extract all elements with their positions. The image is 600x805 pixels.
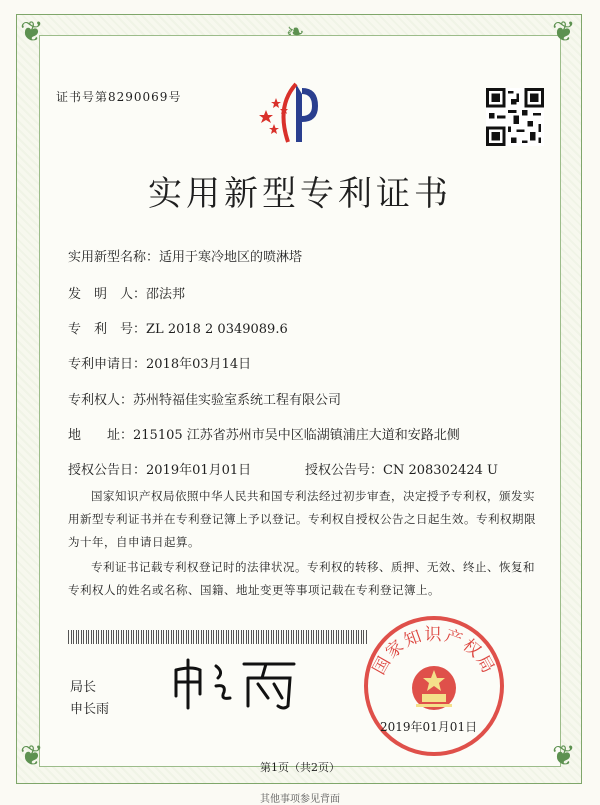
- field-label: 实用新型名称：: [68, 250, 160, 265]
- field-value: 苏州特福佳实验室系统工程有限公司: [133, 393, 342, 408]
- field-address: [68, 424, 460, 443]
- field-value: 2018年03月14日: [146, 357, 252, 372]
- official-seal-stamp: [360, 612, 508, 760]
- field-label: 发 明 人：: [68, 287, 147, 302]
- field-value: CN 208302424 U: [383, 463, 498, 478]
- barcode-strip: [68, 630, 368, 644]
- field-label: 专利权人：: [68, 393, 134, 408]
- corner-ornament-top-right: ❦: [552, 15, 576, 48]
- page-number: 第1页（共2页）: [260, 761, 340, 774]
- signature-title-line2: 申长雨: [70, 702, 110, 717]
- field-grant-number: [305, 459, 498, 478]
- certificate-number: 证书号第8290069号: [56, 90, 182, 104]
- field-patentee: [68, 389, 341, 408]
- field-label: 专利申请日：: [68, 357, 147, 372]
- paragraph-legal-status: 专利证书记载专利权登记时的法律状况。专利权的转移、质押、无效、终止、恢复和专利权人的姓名或名称、国籍、地址变更等事项记载在专利登记簿上。: [68, 560, 535, 597]
- footer-note: 其他事项参见背面: [260, 794, 340, 805]
- top-center-ornament: ❧: [286, 20, 305, 45]
- signature-title-line1: 局长: [70, 680, 97, 695]
- field-value: 2019年01月01日: [146, 463, 252, 478]
- field-patent-number: [68, 318, 288, 337]
- corner-ornament-bottom-left: ❦: [20, 739, 44, 772]
- handwritten-signature: [170, 656, 300, 712]
- field-label: 专 利 号：: [68, 322, 147, 337]
- corner-ornament-bottom-right: ❦: [552, 739, 576, 772]
- field-utility-model-name: [68, 246, 302, 265]
- field-label: 授权公告日：: [68, 463, 147, 478]
- field-label: 地 址：: [68, 428, 134, 443]
- cnipa-logo-icon: [252, 76, 332, 148]
- seal-date: 2019年01月01日: [380, 720, 478, 734]
- svg-text:国家知识产权局: 国家知识产权局: [369, 625, 499, 679]
- paragraph-grant-statement: 国家知识产权局依照中华人民共和国专利法经过初步审查，决定授予专利权，颁发实用新型专利证书并在专利登记簿上予以登记。专利权自授权公告之日起生效。专利权期限为十年，自申请日起算。: [68, 489, 536, 549]
- field-label: 授权公告号：: [305, 463, 384, 478]
- certificate-title: 实用新型专利证书: [148, 174, 452, 214]
- corner-ornament-top-left: ❦: [20, 15, 44, 48]
- qr-code-icon: [486, 88, 544, 146]
- field-value: 215105 江苏省苏州市吴中区临湖镇浦庄大道和安路北侧: [133, 428, 460, 443]
- field-value: 邵法邦: [146, 287, 186, 302]
- field-filing-date: [68, 353, 251, 372]
- field-value: ZL 2018 2 0349089.6: [146, 322, 288, 337]
- field-inventor: [68, 283, 185, 302]
- field-value: 适用于寒冷地区的喷淋塔: [159, 250, 303, 265]
- field-grant-date: [68, 459, 251, 478]
